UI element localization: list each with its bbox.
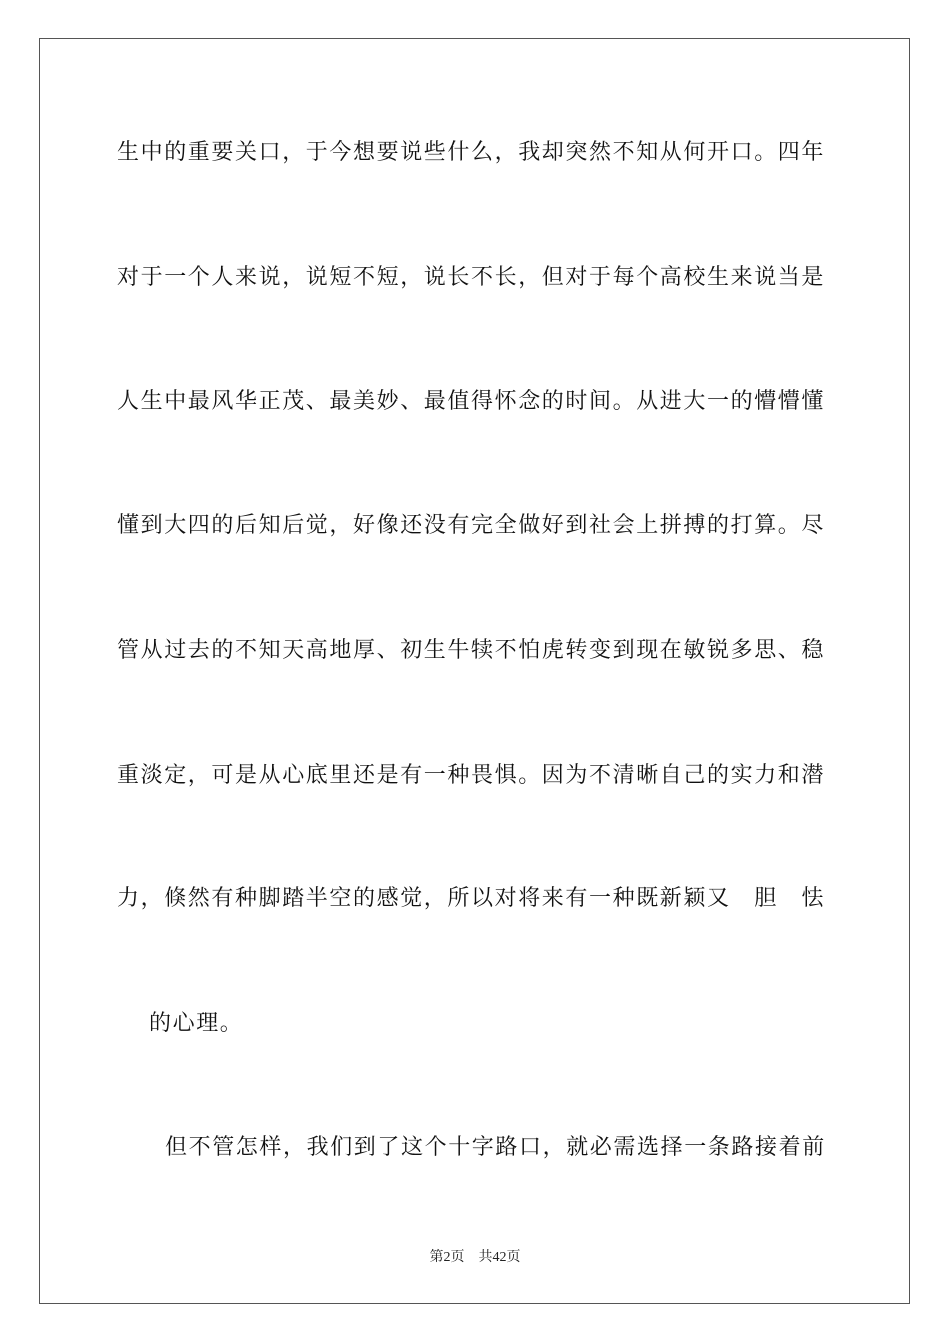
- body-text-line: 重淡定，可是从心底里还是有一种畏惧。因为不清晰自己的实力和潜: [117, 763, 826, 788]
- body-text-line: 懂到大四的后知后觉，好像还没有完全做好到社会上拼搏的打算。尽: [117, 513, 826, 538]
- body-text-line: 但不管怎样，我们到了这个十字路口，就必需选择一条路接着前: [165, 1135, 826, 1160]
- page-number: 第2页: [429, 1250, 465, 1265]
- body-text-line: 力，倏然有种脚踏半空的感觉，所以对将来有一种既新颖又 胆 怯: [117, 886, 826, 911]
- body-text-line: 管从过去的不知天高地厚、初生牛犊不怕虎转变到现在敏锐多思、稳: [117, 638, 826, 663]
- page-footer: [0, 1249, 950, 1267]
- body-text-line: 的心理。: [149, 1011, 244, 1036]
- body-text-line: 生中的重要关口，于今想要说些什么，我却突然不知从何开口。四年: [117, 140, 826, 165]
- page-frame: [39, 38, 910, 1304]
- body-text-line: 对于一个人来说，说短不短，说长不长，但对于每个高校生来说当是: [117, 265, 826, 290]
- page-total: 共42页: [478, 1250, 521, 1265]
- body-text-line: 人生中最风华正茂、最美妙、最值得怀念的时间。从进大一的懵懵懂: [117, 389, 826, 414]
